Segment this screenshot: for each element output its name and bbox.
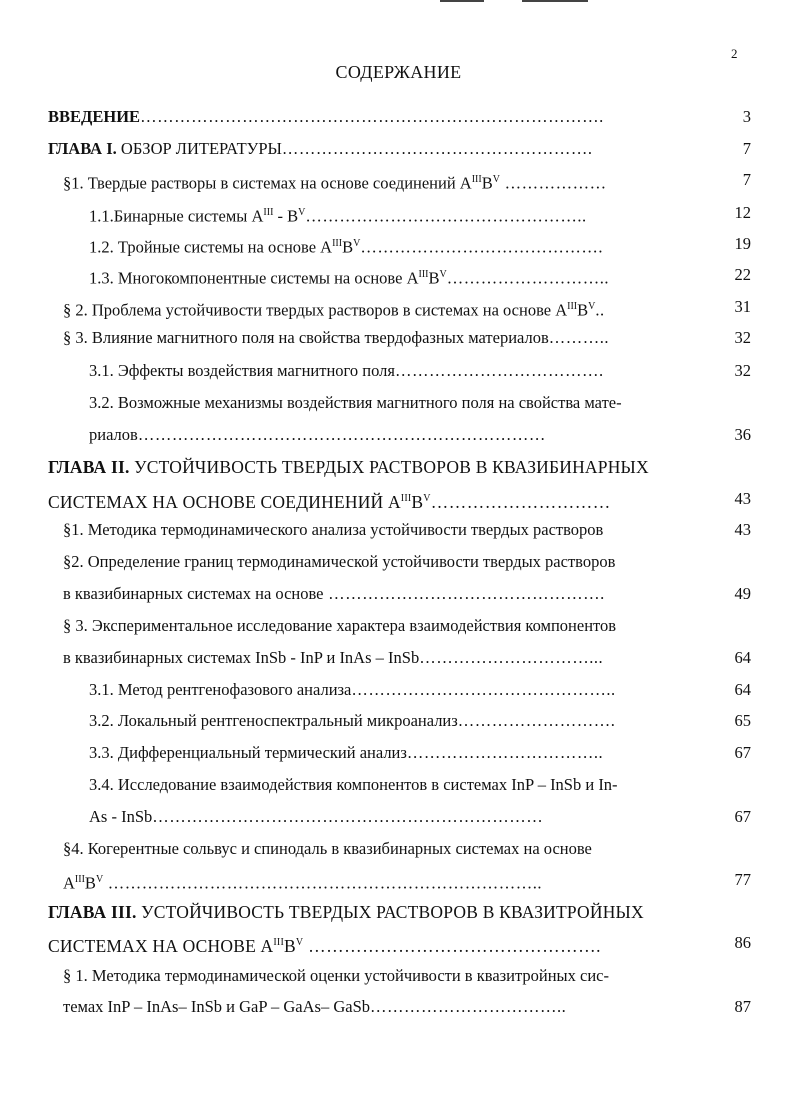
toc-page-number: 67 <box>734 743 751 762</box>
toc-entry-1-1-2 <box>89 234 603 258</box>
superscript: V <box>423 493 431 504</box>
superscript: III <box>273 937 284 948</box>
toc-entry-title: §1. Методика термодинамического анализа устойчивости твердых растворов <box>63 520 604 539</box>
leader-dots: ……………………………………………………………… <box>137 425 546 444</box>
toc-entry-chapter-3-cont <box>48 933 601 956</box>
superscript: V <box>588 301 596 312</box>
toc-page-number: 32 <box>734 328 751 347</box>
toc-entry-title: в квазибинарных системах InSb - InP и InAs – InSb <box>63 648 420 667</box>
toc-entry-chapter-1 <box>48 139 593 159</box>
toc-entry-2-4 <box>63 839 592 859</box>
toc-entry-title: As - InSb <box>89 807 153 826</box>
toc-entry-title: §2. Определение границ термодинамической устойчивости твердых растворов <box>63 552 616 571</box>
toc-entry-2-3-4 <box>89 775 618 795</box>
toc-entry-title: темах InP – InAs– InSb и GaP – GaAs– GaSb <box>63 997 370 1016</box>
toc-entry-title: УСТОЙЧИВОСТЬ ТВЕРДЫХ РАСТВОРОВ В КВАЗИТРОЙНЫХ <box>136 902 644 922</box>
toc-entry-1-2 <box>63 297 605 321</box>
superscript: III <box>418 269 429 280</box>
toc-page-number: 22 <box>734 265 751 284</box>
toc-page-number: 87 <box>734 997 751 1016</box>
leader-dots: ………………………………. <box>394 361 604 380</box>
toc-page-number: 64 <box>734 680 751 699</box>
toc-entry-title: ВВЕДЕНИЕ <box>48 107 141 126</box>
leader-dots: ……………………………………….. <box>351 680 616 699</box>
formula-part: B <box>428 268 440 288</box>
leader-dots: ………………………………………….. <box>305 206 587 226</box>
toc-entry-title: 1.1.Бинарные системы A <box>89 206 264 226</box>
toc-entry-2-3-cont <box>63 648 603 668</box>
toc-entry-2-3-2 <box>89 711 615 731</box>
superscript: III <box>400 493 412 504</box>
chapter-label: ГЛАВА II. <box>48 457 130 477</box>
toc-entry-title: 3.1. Эффекты воздействия магнитного поля <box>89 361 395 380</box>
toc-entry-3-1 <box>63 966 609 986</box>
toc-entry-title: в квазибинарных системах на основе <box>63 584 324 603</box>
toc-entry-title: § 3. Влияние магнитного поля на свойства твердофазных материалов <box>63 328 549 347</box>
leader-dots: ……………………….. <box>446 268 609 288</box>
superscript: V <box>492 174 500 185</box>
toc-entry-3-1-cont <box>63 997 566 1017</box>
toc-entry-title: 3.4. Исследование взаимодействия компонентов в системах InP – InSb и In- <box>89 775 618 794</box>
toc-entry-chapter-2-cont <box>48 489 611 512</box>
leader-dots: ………………………………………………………………………. <box>140 107 604 126</box>
toc-entry-2-3-3 <box>89 743 603 763</box>
toc-page-number: 86 <box>734 933 751 952</box>
toc-page-number: 49 <box>734 584 751 603</box>
toc-entry-title: §4. Когерентные сольвус и спинодаль в квазибинарных системах на основе <box>63 839 592 858</box>
toc-page-number: 19 <box>734 234 751 253</box>
toc-page-number: 32 <box>734 361 751 380</box>
formula-part: - B <box>273 206 299 226</box>
toc-page-number: 36 <box>734 425 751 444</box>
toc-entry-intro <box>48 107 604 127</box>
toc-entry-chapter-3 <box>48 902 644 922</box>
superscript: V <box>295 937 304 948</box>
formula-part: A <box>63 873 75 893</box>
toc-entry-title: § 2. Проблема устойчивости твердых растворов в системах на основе A <box>63 300 568 320</box>
leader-dots: .. <box>595 300 605 320</box>
toc-page-number: 77 <box>734 870 751 889</box>
toc-entry-title: ОБЗОР ЛИТЕРАТУРЫ <box>116 139 282 158</box>
toc-entry-title: риалов <box>89 425 138 444</box>
scan-mark-right <box>522 0 588 2</box>
superscript: III <box>471 174 482 185</box>
formula-part: B <box>342 237 354 257</box>
superscript: III <box>567 301 578 312</box>
toc-entry-1-1-3 <box>89 265 609 289</box>
superscript: V <box>353 238 361 249</box>
page-title: СОДЕРЖАНИЕ <box>335 62 462 82</box>
leader-dots: ……………… <box>499 173 607 193</box>
toc-entry-2-3 <box>63 616 616 636</box>
leader-dots: …………………………………………. <box>323 584 605 603</box>
toc-entry-title: 3.2. Локальный рентгеноспектральный микроанализ <box>89 711 458 730</box>
superscript: III <box>263 207 274 218</box>
toc-entry-1-3 <box>63 328 609 348</box>
toc-entry-title: § 1. Методика термодинамической оценки устойчивости в квазитройных сис- <box>63 966 609 985</box>
leader-dots: ……………………………………. <box>360 237 603 257</box>
toc-page-number: 7 <box>742 139 751 158</box>
toc-page-number: 31 <box>734 297 751 316</box>
leader-dots: …………………………………………. <box>303 935 602 956</box>
toc-entry-title: 3.2. Возможные механизмы воздействия магнитного поля на свойства мате- <box>89 393 622 412</box>
toc-page-number: 7 <box>742 170 751 189</box>
toc-page-number: 43 <box>734 520 751 539</box>
leader-dots: …………………………….. <box>370 997 567 1016</box>
toc-entry-2-2-cont <box>63 584 605 604</box>
page-number: 2 <box>731 46 738 61</box>
toc-page-number: 12 <box>734 203 751 222</box>
toc-entry-1-3-1 <box>89 361 604 381</box>
formula-part: B <box>411 491 424 512</box>
toc-page-number: 65 <box>734 711 751 730</box>
toc-entry-title: СИСТЕМАХ НА ОСНОВЕ СОЕДИНЕНИЙ A <box>48 491 401 512</box>
toc-entry-title: 3.1. Метод рентгенофазового анализа <box>89 680 352 699</box>
superscript: V <box>95 874 104 885</box>
toc-entry-2-2 <box>63 552 615 572</box>
formula-part: B <box>284 935 296 956</box>
leader-dots: ………………………. <box>457 711 616 730</box>
leader-dots: ……….. <box>548 328 610 347</box>
toc-entry-title: СИСТЕМАХ НА ОСНОВЕ A <box>48 935 274 956</box>
toc-entry-title: § 3. Экспериментальное исследование характера взаимодействия компонентов <box>63 616 617 635</box>
leader-dots: ………………………………………………………………….. <box>103 873 543 893</box>
chapter-label: ГЛАВА I. <box>48 139 117 158</box>
chapter-label: ГЛАВА III. <box>48 902 137 922</box>
superscript: III <box>332 238 343 249</box>
formula-part: B <box>577 300 589 320</box>
superscript: III <box>74 874 85 885</box>
superscript: V <box>439 269 447 280</box>
superscript: V <box>298 207 306 218</box>
toc-entry-chapter-2 <box>48 457 649 477</box>
toc-entry-title: §1. Твердые растворы в системах на основе соединений A <box>63 173 472 193</box>
toc-entry-title: 3.3. Дифференциальный термический анализ <box>89 743 407 762</box>
toc-page-number: 67 <box>734 807 751 826</box>
leader-dots: ………………………… <box>430 491 611 512</box>
toc-entry-1-3-2 <box>89 393 622 413</box>
toc-entry-title: 1.3. Многокомпонентные системы на основе A <box>89 268 419 288</box>
formula-part: B <box>481 173 493 193</box>
toc-entry-2-4-cont <box>63 870 542 894</box>
scan-mark-left <box>440 0 484 2</box>
leader-dots: …………………………... <box>419 648 604 667</box>
leader-dots: ………………………………………………. <box>281 139 593 158</box>
toc-entry-1-3-2-cont <box>89 425 546 445</box>
toc-page-number: 64 <box>734 648 751 667</box>
toc-entry-title: 1.2. Тройные системы на основе A <box>89 237 333 257</box>
leader-dots: …………………………….. <box>406 743 604 762</box>
toc-entry-2-3-1 <box>89 680 616 700</box>
toc-entry-2-3-4-cont <box>89 807 543 827</box>
formula-part: B <box>84 873 96 893</box>
toc-entry-title: УСТОЙЧИВОСТЬ ТВЕРДЫХ РАСТВОРОВ В КВАЗИБИНАРНЫХ <box>129 457 649 477</box>
toc-entry-1-1-1 <box>89 203 587 227</box>
toc-entry-1-1 <box>63 170 607 194</box>
toc-page-number: 3 <box>742 107 751 126</box>
toc-page-number: 43 <box>734 489 751 508</box>
leader-dots: …………………………………………………………… <box>152 807 544 826</box>
toc-entry-2-1 <box>63 520 603 540</box>
